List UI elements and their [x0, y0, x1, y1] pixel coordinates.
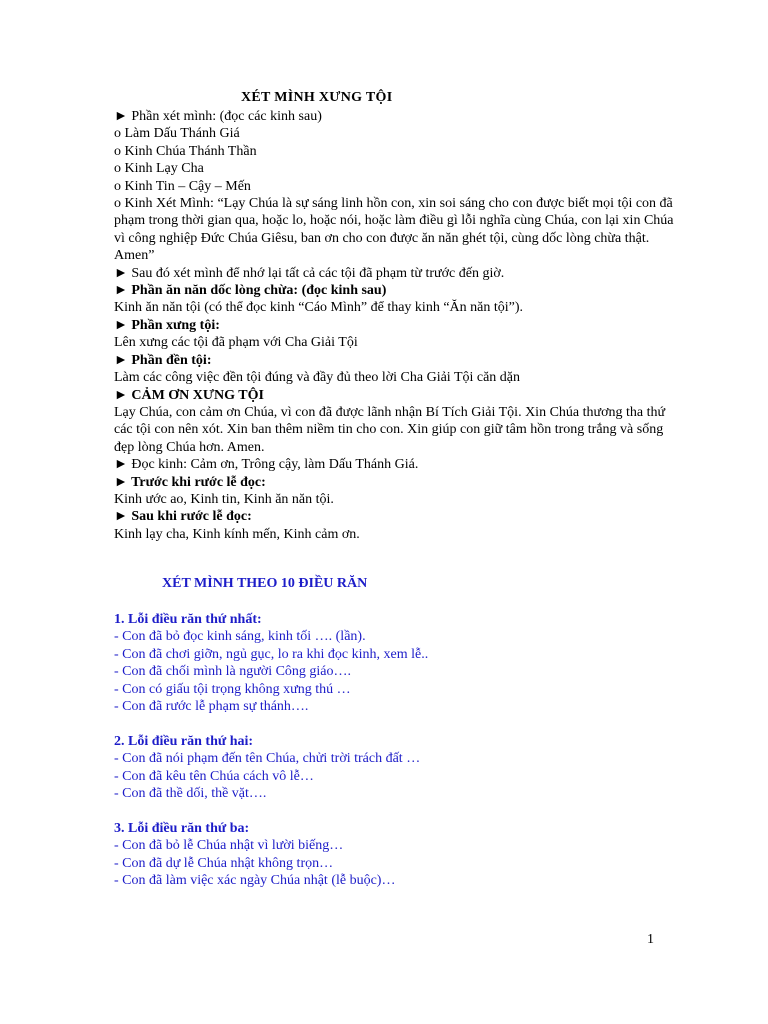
- section-before-communion-text: Kinh ước ao, Kinh tin, Kinh ăn năn tội.: [114, 491, 334, 507]
- section-thanksgiving-header: ► CẢM ƠN XƯNG TỘI: [114, 387, 264, 403]
- page-number: 1: [647, 932, 654, 947]
- list-item: - Con có giấu tội trọng không xưng thú …: [114, 681, 351, 697]
- commandment-3: [114, 820, 674, 890]
- list-item: - Con đã dự lễ Chúa nhật không trọn…: [114, 855, 334, 871]
- list-item: o Kinh Lạy Cha: [114, 161, 204, 177]
- section-contrition-text: Kinh ăn năn tội (có thể đọc kinh “Cáo Mình” để thay kinh “Ăn năn tội”).: [114, 300, 524, 316]
- section-confession-text: Lên xưng các tội đã phạm với Cha Giải Tội: [114, 335, 358, 351]
- commandment-header: 1. Lỗi điều răn thứ nhất:: [114, 612, 262, 627]
- section-contrition-header: ► Phần ăn năn dốc lòng chừa: (đọc kinh sau): [114, 283, 387, 299]
- list-item: - Con đã thề dối, thề vặt….: [114, 786, 267, 802]
- section-examination-header: ► Phần xét mình: (đọc các kinh sau): [114, 109, 322, 124]
- commandment-header: 2. Lỗi điều răn thứ hai:: [114, 734, 254, 749]
- list-item: - Con đã kêu tên Chúa cách vô lễ…: [114, 768, 314, 784]
- list-item: - Con đã rước lễ phạm sự thánh….: [114, 699, 309, 715]
- list-item: - Con đã nói phạm đến tên Chúa, chửi trời trách đất …: [114, 751, 421, 767]
- examination-prayer: o Kinh Xét Mình: “Lạy Chúa là sự sáng linh hồn con, xin soi sáng cho con được biết mọi tội con đã phạm trong thời gian qua, hoặc lo, hoặc nói, hoặc làm điều gì lỗi nghĩa cùng Chúa, con lại xin Chúa vì công nghiệp Đức Chúa Giêsu, ban ơn cho con được ăn năn ghét tội, cùng dốc lòng chừa thật. Amen”: [114, 196, 674, 264]
- list-item: - Con đã bỏ đọc kinh sáng, kinh tối …. (lần).: [114, 629, 366, 645]
- list-item: - Con đã bỏ lễ Chúa nhật vì lười biếng…: [114, 838, 344, 854]
- list-item: o Kinh Tin – Cậy – Mến: [114, 178, 251, 194]
- section-penance-header: ► Phần đền tội:: [114, 352, 212, 368]
- commandment-header: 3. Lỗi điều răn thứ ba:: [114, 821, 250, 836]
- examination-after: ► Sau đó xét mình để nhớ lại tất cả các tội đã phạm từ trước đến giờ.: [114, 265, 505, 281]
- section-thanksgiving-after: ► Đọc kinh: Cảm ơn, Trông cậy, làm Dấu Thánh Giá.: [114, 457, 419, 473]
- list-item: - Con đã chối mình là người Công giáo….: [114, 664, 352, 680]
- list-item: o Kinh Chúa Thánh Thần: [114, 143, 257, 159]
- section-after-communion-header: ► Sau khi rước lễ đọc:: [114, 509, 252, 525]
- commandment-1: [114, 611, 674, 715]
- list-item: o Làm Dấu Thánh Giá: [114, 126, 240, 142]
- section-confession-header: ► Phần xưng tội:: [114, 317, 220, 333]
- section-after-communion-text: Kinh lạy cha, Kinh kính mến, Kinh cảm ơn.: [114, 526, 360, 542]
- section-before-communion-header: ► Trước khi rước lễ đọc:: [114, 474, 266, 490]
- section-penance-text: Làm các công việc đền tội đúng và đầy đủ theo lời Cha Giải Tội căn dặn: [114, 370, 521, 386]
- page-title: XÉT MÌNH XƯNG TỘI: [241, 90, 393, 105]
- commandments-heading: XÉT MÌNH THEO 10 ĐIỀU RĂN: [162, 576, 368, 591]
- main-section: [114, 108, 674, 543]
- list-item: - Con đã làm việc xác ngày Chúa nhật (lễ buộc)…: [114, 873, 396, 889]
- commandment-2: [114, 733, 674, 803]
- list-item: - Con đã chơi giỡn, ngủ gục, lo ra khi đọc kinh, xem lễ..: [114, 646, 429, 662]
- section-thanksgiving-text: Lạy Chúa, con cảm ơn Chúa, vì con đã được lãnh nhận Bí Tích Giải Tội. Xin Chúa thương tha thứ các tội con nên xót. Xin ban thêm niềm tin cho con. Xin giúp con giữ tâm hồn trong trắng và sống đẹp lòng Chúa hơn. Amen.: [114, 404, 666, 455]
